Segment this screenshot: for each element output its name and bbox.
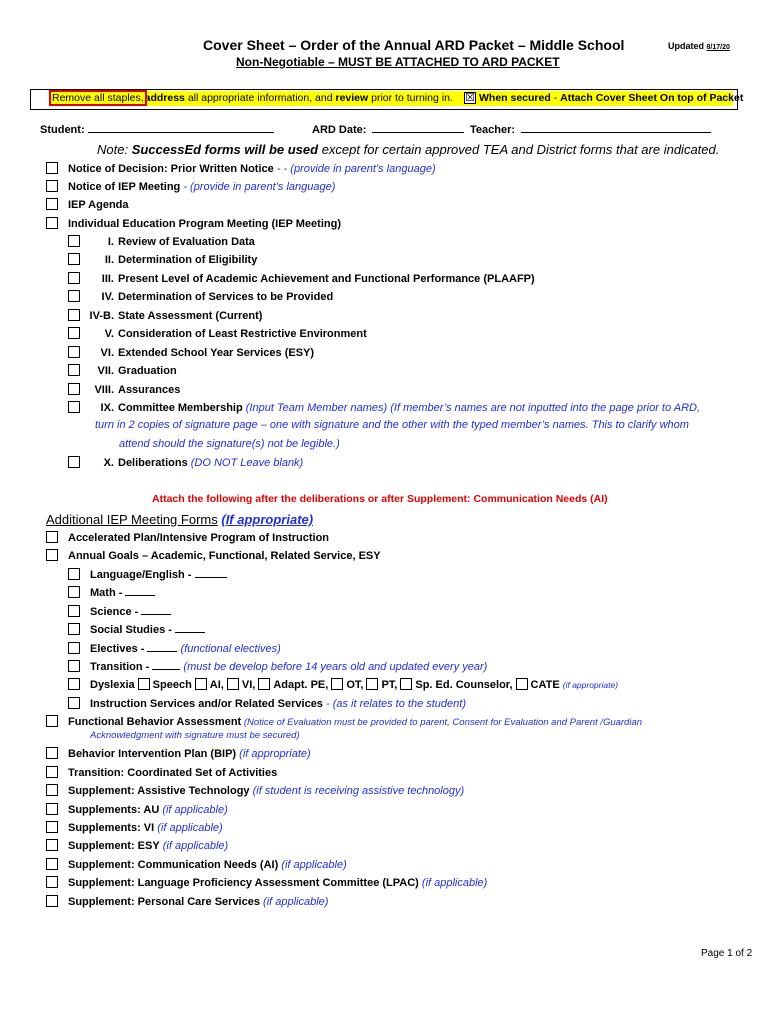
checkbox[interactable] <box>258 678 270 690</box>
checkbox[interactable] <box>46 180 58 192</box>
note-line: Note: SuccessEd forms will be used except for certain approved TEA and District forms that are indicated. <box>97 142 720 157</box>
blank-line[interactable] <box>152 669 180 670</box>
fba-note: Acknowledgment with signature must be secured) <box>90 730 300 741</box>
teacher-input-line[interactable] <box>521 132 711 133</box>
goal-item: Science - <box>90 605 171 619</box>
checkbox[interactable] <box>68 327 80 339</box>
ard-date-input-line[interactable] <box>372 132 464 133</box>
checklist-item: Supplement: Personal Care Services (if applicable) <box>68 895 328 909</box>
checklist-item: Supplement: Language Proficiency Assessment Committee (LPAC) (if applicable) <box>68 876 487 890</box>
checklist-item: IEP Agenda <box>68 198 129 212</box>
checkbox[interactable] <box>68 290 80 302</box>
checkbox[interactable] <box>46 198 58 210</box>
checklist-item: Supplement: ESY (if applicable) <box>68 839 228 853</box>
checkbox[interactable] <box>400 678 412 690</box>
student-field[interactable]: Student: <box>40 124 274 136</box>
additional-heading: Additional IEP Meeting Forms (If appropriate) <box>46 512 314 527</box>
instruction-services-item: Instruction Services and/or Related Services - (as it relates to the student) <box>90 697 466 711</box>
checkbox[interactable] <box>68 272 80 284</box>
checkbox[interactable] <box>331 678 343 690</box>
checkbox[interactable] <box>68 364 80 376</box>
secured-checked-checkbox[interactable]: ☒ <box>465 92 475 104</box>
blank-line[interactable] <box>141 614 171 615</box>
goal-item: Math - <box>90 586 155 600</box>
banner-left: Remove all staples,address all appropriate information, and review prior to turning in. <box>51 91 482 106</box>
checklist-item: Transition: Coordinated Set of Activities <box>68 766 277 780</box>
checkbox[interactable] <box>46 162 58 174</box>
attach-note: Attach the following after the deliberations or after Supplement: Communication Needs (AI) <box>152 493 608 505</box>
fba-item: Functional Behavior Assessment (Notice of Evaluation must be provided to parent, Consent for Evaluation and Parent /Guardian <box>68 715 642 730</box>
checkbox[interactable] <box>195 678 207 690</box>
checklist-item: Supplements: VI (if applicable) <box>68 821 223 835</box>
instruction-banner <box>30 89 744 110</box>
checkbox[interactable] <box>46 549 58 561</box>
checklist-item: Supplements: AU (if applicable) <box>68 803 228 817</box>
checkbox[interactable] <box>46 784 58 796</box>
blank-line[interactable] <box>195 577 227 578</box>
checkbox[interactable] <box>46 839 58 851</box>
checkbox[interactable] <box>46 766 58 778</box>
checkbox[interactable] <box>68 253 80 265</box>
ard-date-field[interactable]: ARD Date: <box>312 124 464 136</box>
goal-item: Electives - (functional electives) <box>90 642 281 656</box>
checkbox[interactable] <box>68 642 80 654</box>
blank-line[interactable] <box>147 651 177 652</box>
goal-item: Language/English - <box>90 568 227 582</box>
checklist-item: Accelerated Plan/Intensive Program of Instruction <box>68 531 329 545</box>
checklist-item: Supplement: Communication Needs (AI) (if applicable) <box>68 858 347 872</box>
checkbox[interactable] <box>46 217 58 229</box>
checkbox[interactable] <box>68 697 80 709</box>
checkbox[interactable] <box>68 678 80 690</box>
checklist-item: Supplement: Assistive Technology (if student is receiving assistive technology) <box>68 784 464 798</box>
checkbox[interactable] <box>68 456 80 468</box>
checkbox[interactable] <box>46 821 58 833</box>
checkbox[interactable] <box>138 678 150 690</box>
page-title: Cover Sheet – Order of the Annual ARD Packet – Middle School <box>203 37 625 53</box>
checkbox[interactable] <box>46 531 58 543</box>
checklist-item: Notice of IEP Meeting - (provide in parent’s language) <box>68 180 335 194</box>
checklist-item: Individual Education Program Meeting (IEP Meeting) <box>68 217 341 231</box>
checkbox[interactable] <box>366 678 378 690</box>
checkbox[interactable] <box>46 747 58 759</box>
goal-item: Transition - (must be develop before 14 years old and updated every year) <box>90 660 487 674</box>
blank-line[interactable] <box>125 595 155 596</box>
checkbox[interactable] <box>68 568 80 580</box>
page-subtitle: Non-Negotiable – MUST BE ATTACHED TO ARD PACKET <box>236 55 560 69</box>
checkbox[interactable] <box>46 876 58 888</box>
checkbox[interactable] <box>68 309 80 321</box>
checkbox[interactable] <box>46 803 58 815</box>
remove-staples-text: Remove all staples, <box>52 92 144 104</box>
checkbox[interactable] <box>68 401 80 413</box>
checkbox[interactable] <box>46 715 58 727</box>
committee-note: turn in 2 copies of signature page – one with signature and the other with the typed member’s names. This to clarify whom <box>95 419 689 431</box>
student-input-line[interactable] <box>88 132 274 133</box>
updated-stamp: Updated 8/17/20 <box>668 41 730 51</box>
checkbox[interactable] <box>68 605 80 617</box>
committee-note: attend should the signature(s) not be legible.) <box>119 438 340 450</box>
blank-line[interactable] <box>175 632 205 633</box>
checkbox[interactable] <box>68 586 80 598</box>
checkbox[interactable] <box>68 660 80 672</box>
page-number: Page 1 of 2 <box>701 948 753 959</box>
checkbox[interactable] <box>68 623 80 635</box>
checkbox[interactable] <box>68 346 80 358</box>
checklist-item: Notice of Decision: Prior Written Notice - - (provide in parent’s language) <box>68 162 436 176</box>
checkbox[interactable] <box>68 383 80 395</box>
checkbox[interactable] <box>516 678 528 690</box>
goal-item: Social Studies - <box>90 623 205 637</box>
banner-right: When secured - Attach Cover Sheet On top of Packet <box>479 92 744 104</box>
checklist-item: Behavior Intervention Plan (BIP) (if appropriate) <box>68 747 311 761</box>
services-row: Dyslexia Speech AI, VI, Adapt. PE, OT, PT, Sp. Ed. Counselor, CATE (if appropriate) <box>90 678 618 692</box>
checkbox[interactable] <box>46 858 58 870</box>
checkbox[interactable] <box>46 895 58 907</box>
teacher-field[interactable]: Teacher: <box>470 124 711 136</box>
checklist-item: Annual Goals – Academic, Functional, Related Service, ESY <box>68 549 381 563</box>
checkbox[interactable] <box>68 235 80 247</box>
checkbox[interactable] <box>227 678 239 690</box>
